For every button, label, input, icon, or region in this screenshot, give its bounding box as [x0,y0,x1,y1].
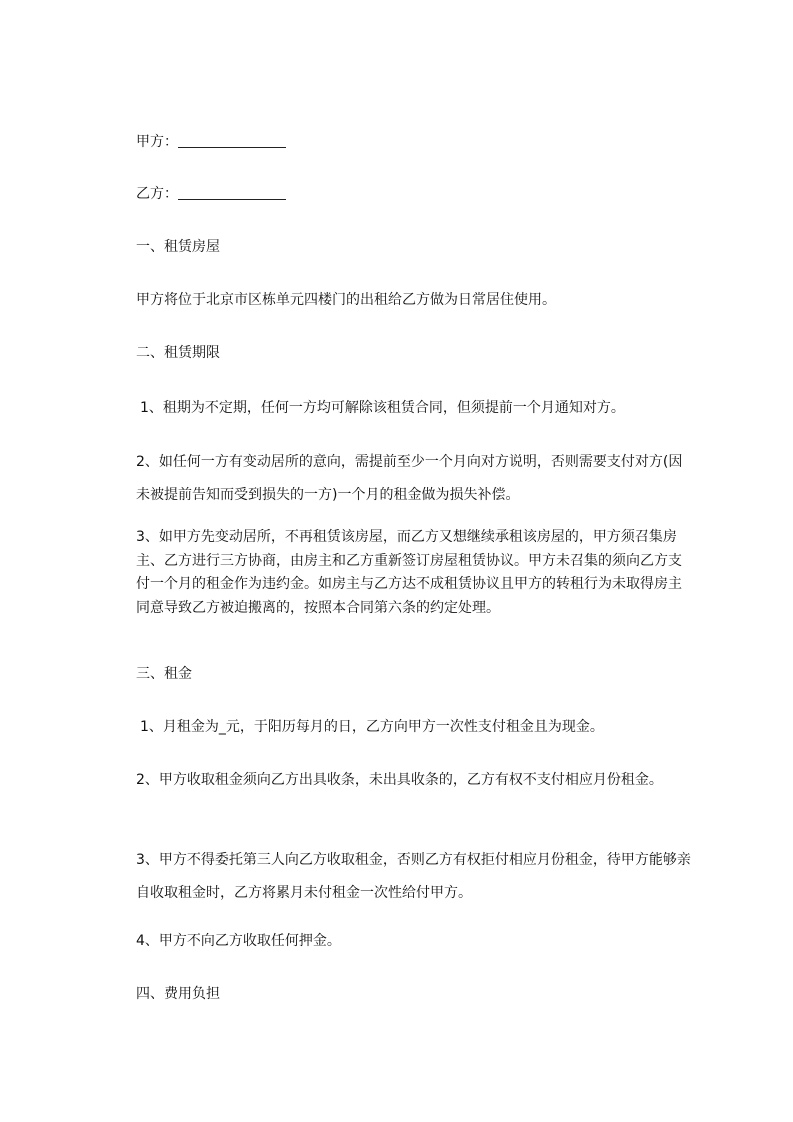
section-3-item-3 [136,844,696,910]
party-b-label: 乙方： [136,186,178,202]
section-1-text: 甲方将位于北京市区栋单元四楼门的出租给乙方做为日常居住使用。 [136,292,556,308]
party-a-label: 甲方： [136,134,178,150]
section-2-item-1: 1、租期为不定期，任何一方均可解除该租赁合同，但须提前一个月通知对方。 [140,400,625,416]
section-2-item-3-text: 3、如甲方先变动居所，不再租赁该房屋，而乙方又想继续承租该房屋的，甲方须召集房主、乙方进行三方协商，由房主和乙方重新签订房屋租赁协议。甲方未召集的须向乙方支付一个月的租金作为违约金。如房主与乙方达不成租赁协议且甲方的转租行为未取得房主同意导致乙方被迫搬离的，按照本合同第六条的约定处理。 [136,529,682,616]
section-2-item-2-text: 2、如任何一方有变动居所的意向，需提前至少一个月向对方说明，否则需要支付对方(因未被提前告知而受到损失的一方)一个月的租金做为损失补偿。 [136,454,683,503]
section-3-item-2 [136,764,696,797]
party-a-line [136,132,286,152]
section-2-item-2 [136,446,696,512]
section-3-item-1: 1、月租金为_元，于阳历每月的日，乙方向甲方一次性支付租金且为现金。 [140,719,604,735]
party-b-blank [178,185,286,200]
section-3-item-3-text: 3、甲方不得委托第三人向乙方收取租金，否则乙方有权拒付相应月份租金，待甲方能够亲自收取租金时，乙方将累月未付租金一次性给付甲方。 [136,852,691,901]
section-1-heading: 一、租赁房屋 [136,239,220,255]
section-2-heading: 二、租赁期限 [136,345,220,361]
party-b-line [136,184,286,204]
section-4-heading: 四、费用负担 [136,986,220,1002]
section-2-item-3 [136,526,692,620]
section-3-item-2-text: 2、甲方收取租金须向乙方出具收条，未出具收条的，乙方有权不支付相应月份租金。 [136,772,663,788]
section-3-heading: 三、租金 [136,666,192,682]
section-3-item-4: 4、甲方不向乙方收取任何押金。 [136,933,341,949]
party-a-blank [178,133,286,148]
